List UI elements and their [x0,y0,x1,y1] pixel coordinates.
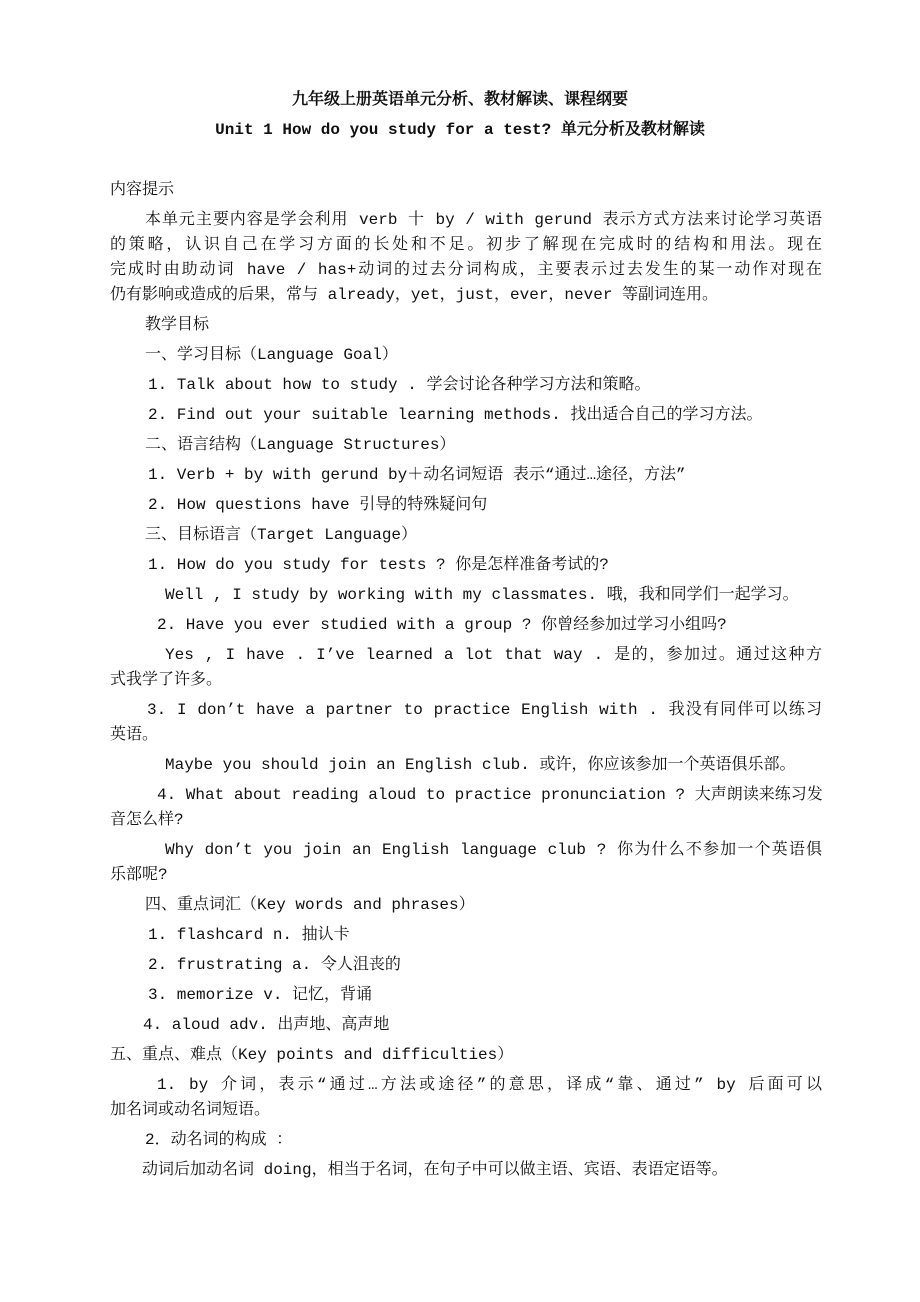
text-line: 4. What about reading aloud to practice pronunciation ? 大声朗读来练习发 [157,786,823,804]
text-line: 2. frustrating a. 令人沮丧的 [148,956,401,974]
text-line: 二、语言结构（Language Structures） [145,436,456,454]
document-title: 九年级上册英语单元分析、教材解读、课程纲要 [291,91,628,109]
text-line: 3. I don’t have a partner to practice English with . 我没有同伴可以练习 [147,701,822,719]
text-line: 2. Have you ever studied with a group ? 你曾经参加过学习小组吗? [157,616,727,634]
text-line: 的策略，认识自己在学习方面的长处和不足。初步了解现在完成时的结构和用法。现在 [110,236,822,254]
text-line: 1. Verb + by with gerund by＋动名词短语 表示“通过…途径，方法” [148,466,686,484]
text-line: 1. How do you study for tests ? 你是怎样准备考试的? [148,556,609,574]
text-line: Why don’t you join an English language club ? 你为什么不参加一个英语俱 [165,841,822,859]
text-line: 4. aloud adv. 出声地、高声地 [143,1016,390,1034]
text-line: 四、重点词汇（Key words and phrases） [145,896,475,914]
text-line: 动词后加动名词 doing，相当于名词，在句子中可以做主语、宾语、表语定语等。 [142,1161,728,1179]
text-line: 1. by 介词，表示“通过…方法或途径”的意思，译成“靠、通过” by 后面可以 [157,1076,822,1094]
text-line: Yes , I have . I’ve learned a lot that way . 是的，参加过。通过这种方 [165,646,822,664]
text-line: 1. flashcard n. 抽认卡 [148,926,350,944]
text-line: 加名词或动名词短语。 [110,1101,271,1119]
text-line: 三、目标语言（Target Language） [145,526,418,544]
text-line: 完成时由助动词 have / has+动词的过去分词构成，主要表示过去发生的某一动作对现在 [110,261,822,279]
text-line: 2. Find out your suitable learning methods. 找出适合自己的学习方法。 [148,406,763,424]
text-line: 3. memorize v. 记忆，背诵 [148,986,373,1004]
text-line: 本单元主要内容是学会利用 verb 十 by / with gerund 表示方式方法来讨论学习英语 [145,211,822,229]
text-line: 英语。 [110,726,159,744]
text-line: 2．动名词的构成 ： [145,1131,293,1149]
text-line: 乐部呢? [110,866,168,884]
text-line: 音怎么样? [110,811,184,829]
text-line: 1. Talk about how to study . 学会讨论各种学习方法和策略。 [148,376,651,394]
text-line: 一、学习目标（Language Goal） [145,346,398,364]
text-line: 内容提示 [110,181,175,199]
text-line: 2. How questions have 引导的特殊疑问句 [148,496,488,514]
text-line: Maybe you should join an English club. 或许，你应该参加一个英语俱乐部。 [165,756,796,774]
text-line: 仍有影响或造成的后果，常与 already，yet，just，ever，never 等副词连用。 [110,286,719,304]
text-line: Well , I study by working with my classmates. 哦，我和同学们一起学习。 [165,586,799,604]
text-line: 教学目标 [145,316,210,334]
text-line: 五、重点、难点（Key points and difficulties） [110,1046,514,1064]
text-line: 式我学了许多。 [110,671,223,689]
document-subtitle: Unit 1 How do you study for a test? 单元分析及教材解读 [215,121,705,139]
